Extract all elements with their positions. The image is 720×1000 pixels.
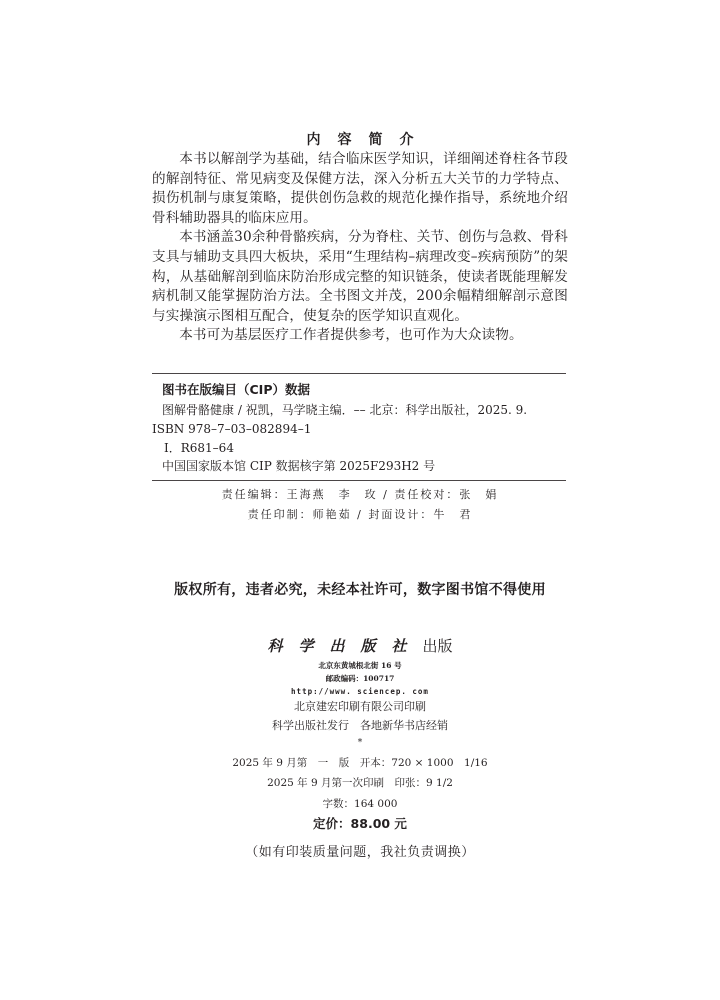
cip-classification: Ⅰ．R681–64 xyxy=(164,441,234,455)
summary-paragraph: 本书可为基层医疗工作者提供参考，也可作为大众读物。 xyxy=(179,327,523,344)
publisher-address: 北京东黄城根北街 16 号 xyxy=(318,661,402,670)
quality-notice: （如有印装质量问题，我社负责调换） xyxy=(245,845,475,860)
distribution-info: 科学出版社发行 各地新华书店经销 xyxy=(272,719,448,732)
word-count: 字数：164 000 xyxy=(322,798,398,810)
summary-body xyxy=(152,150,568,346)
edition-info: 2025 年 9 月第 一 版 开本：720 × 1000 1/16 xyxy=(232,757,488,769)
price: 定价：88.00 元 xyxy=(313,816,407,831)
copyright-notice: 版权所有，违者必究，未经本社许可，数字图书馆不得使用 xyxy=(174,582,546,598)
publisher-logo-suffix: 出版 xyxy=(422,637,453,655)
separator-asterisk: * xyxy=(357,738,363,748)
summary-paragraph: 本书以解剖学为基础，结合临床医学知识，详细阐述脊柱各节段的解剖特征、常见病变及保健方法，深入分析五大关节的力学特点、损伤机制与康复策略，提供创伤急救的规范化操作指导，系统地介绍骨科辅助器具的临床应用。 xyxy=(152,151,568,226)
printer-info: 北京建宏印刷有限公司印刷 xyxy=(294,700,426,713)
summary-paragraph: 本书涵盖30余种骨骼疾病，分为脊柱、关节、创伤与急救、骨科支具与辅助支具四大板块，采用“生理结构–病理改变–疾病预防”的架构，从基础解剖到临床防治形成完整的知识链条，使读者既能理解发病机制又能掌握防治方法。全书图文并茂，200余幅精细解剖示意图与实操演示图相互配合，使复杂的医学知识直观化。 xyxy=(152,229,568,324)
printing-info: 2025 年 9 月第一次印刷 印张：9 1/2 xyxy=(267,777,453,789)
publisher-postcode: 邮政编码：100717 xyxy=(325,674,395,683)
cip-isbn: ISBN 978–7–03–082894–1 xyxy=(152,422,312,436)
cip-bottom-rule xyxy=(152,480,566,481)
publisher-url: http://www. sciencep. com xyxy=(291,687,429,696)
cip-top-rule xyxy=(152,373,566,374)
cip-title: 图书在版编目（CIP）数据 xyxy=(162,382,310,397)
summary-title: 内容简介 xyxy=(306,132,431,148)
production-credits: 责任印制：师艳茹 / 封面设计：牛 君 xyxy=(247,508,473,521)
cip-record: 中国国家版本馆 CIP 数据核字第 2025F293H2 号 xyxy=(162,459,436,473)
editor-credits: 责任编辑：王海燕 李 玫 / 责任校对：张 娟 xyxy=(221,488,499,501)
publisher-logo-text: 科学出版社 xyxy=(267,637,423,655)
publisher-logo xyxy=(0,636,720,656)
cip-entry: 图解骨骼健康 / 祝凯，马学晓主编．–– 北京：科学出版社，2025. 9. xyxy=(162,403,528,417)
